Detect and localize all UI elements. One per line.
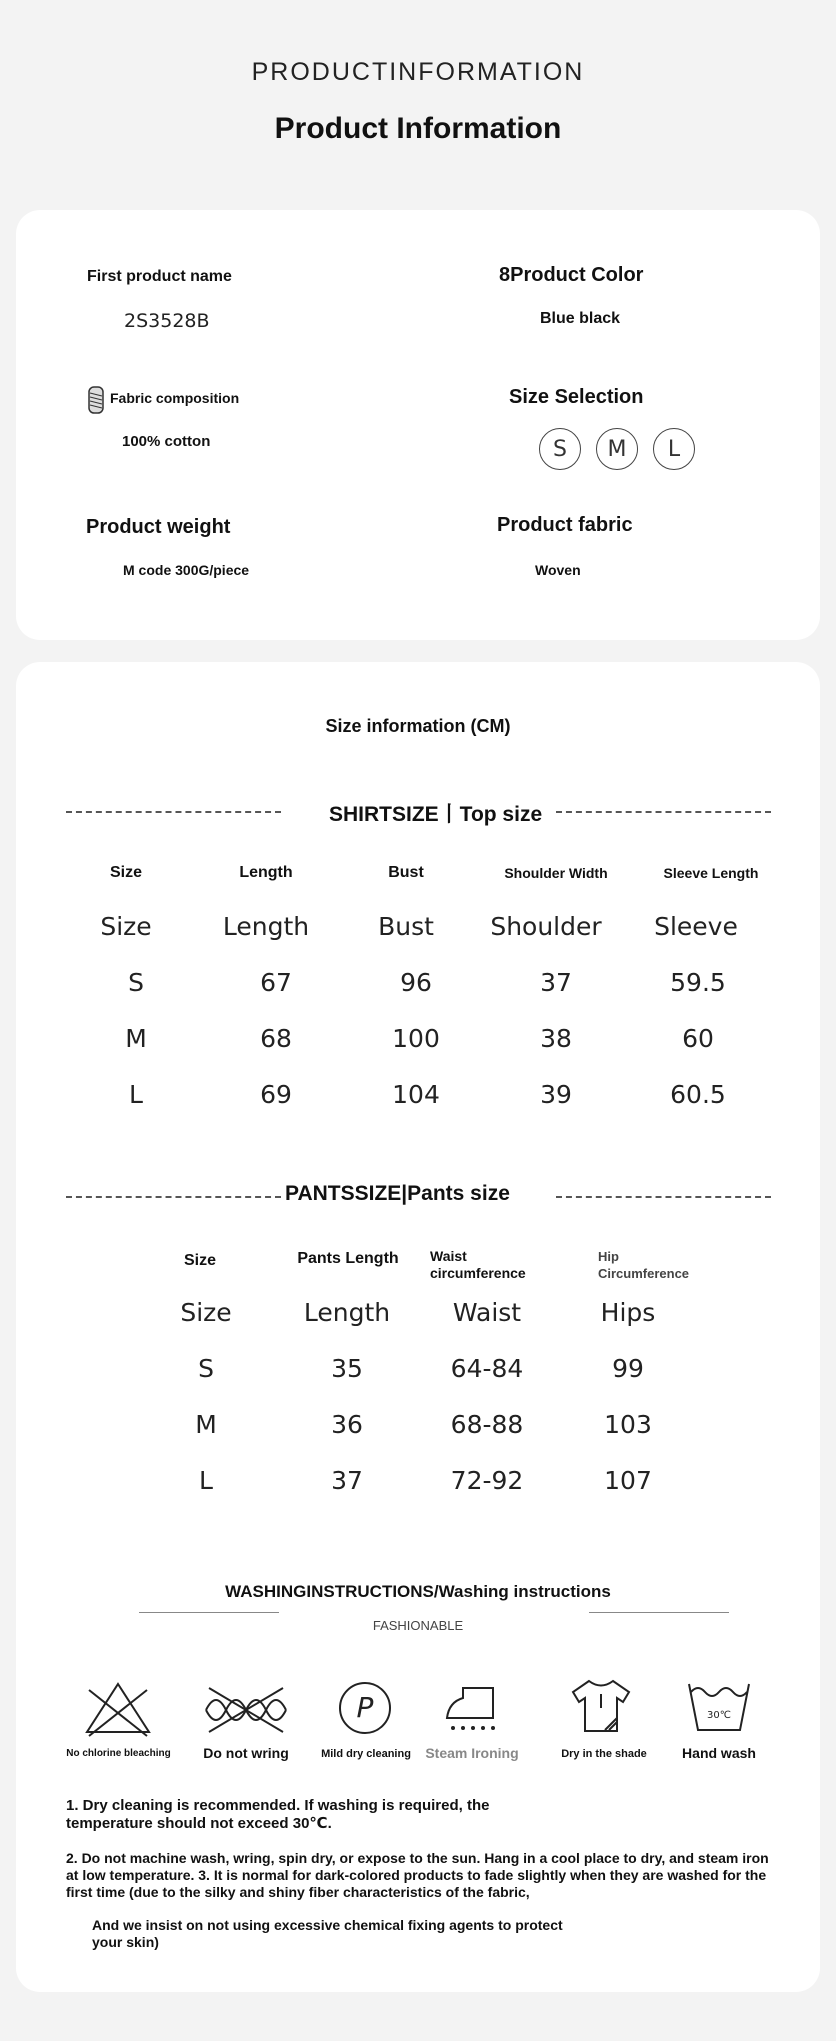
table-cell: 35 <box>331 1354 363 1383</box>
product-weight-label: Product weight <box>86 516 231 538</box>
size-option-s[interactable]: S <box>539 428 581 470</box>
table-header: Size <box>109 864 142 881</box>
table-cell: L <box>129 1080 143 1109</box>
table-cell: 69 <box>260 1080 292 1109</box>
table-cell: M <box>125 1024 147 1053</box>
table-cell: Waist <box>452 1298 522 1327</box>
english-title: PRODUCTINFORMATION <box>251 58 585 86</box>
hand-wash-icon <box>686 1678 752 1734</box>
table-cell: M <box>195 1410 217 1439</box>
washing-title: WASHINGINSTRUCTIONS/Washing instructions <box>225 1582 611 1601</box>
table-header: Hip Circumference <box>598 1249 690 1281</box>
wash-temp-label: 30℃ <box>707 1710 731 1721</box>
table-cell: S <box>128 968 144 997</box>
size-option-l[interactable]: L <box>653 428 695 470</box>
table-cell: 103 <box>604 1410 652 1439</box>
table-header: Shoulder Width <box>504 865 608 881</box>
divider-right <box>556 811 771 813</box>
table-cell: 60.5 <box>670 1080 726 1109</box>
divider-left <box>66 1196 281 1198</box>
table-cell: 67 <box>260 968 292 997</box>
size-info-card <box>16 662 820 1992</box>
size-info-title: Size information (CM) <box>325 716 511 736</box>
svg-text:P: P <box>356 1691 374 1724</box>
table-cell: 36 <box>331 1410 363 1439</box>
washing-subtitle: FASHIONABLE <box>372 1618 464 1633</box>
first-product-name-label: First product name <box>87 268 232 285</box>
table-cell: 37 <box>331 1466 363 1495</box>
product-weight-value: M code 300G/piece <box>123 562 250 578</box>
icon-label: Do not wring <box>203 1745 289 1761</box>
icon-label: Mild dry cleaning <box>321 1748 411 1760</box>
divider <box>139 1612 279 1613</box>
product-fabric-label: Product fabric <box>497 514 633 536</box>
table-cell: 68-88 <box>450 1410 524 1439</box>
table-header: Waist circumference <box>430 1248 526 1281</box>
table-cell: Shoulder <box>490 912 602 941</box>
product-color-value: Blue black <box>540 310 621 327</box>
table-cell: 68 <box>260 1024 292 1053</box>
icon-label: No chlorine bleaching <box>66 1748 171 1759</box>
first-product-name-value: 2S3528B <box>124 310 210 332</box>
table-cell: 104 <box>392 1080 440 1109</box>
table-cell: 99 <box>612 1354 644 1383</box>
divider <box>589 1612 729 1613</box>
fabric-composition-label: Fabric composition <box>110 390 240 406</box>
table-header: Size <box>183 1252 216 1269</box>
table-header: Length <box>239 864 293 881</box>
table-cell: 107 <box>604 1466 652 1495</box>
table-header: Pants Length <box>297 1250 399 1267</box>
size-selection-label: Size Selection <box>509 386 644 408</box>
table-cell: 60 <box>682 1024 714 1053</box>
page-title: Product Information <box>274 112 562 145</box>
table-cell: S <box>198 1354 214 1383</box>
table-cell: L <box>199 1466 213 1495</box>
table-cell: 72-92 <box>450 1466 524 1495</box>
product-fabric-value: Woven <box>535 562 581 578</box>
shirt-size-heading: SHIRTSIZE丨Top size <box>329 803 543 826</box>
care-note-3: And we insist on not using excessive chemical fixing agents to protect your skin) <box>92 1917 563 1950</box>
table-cell: Hips <box>600 1298 656 1327</box>
thread-spool-icon <box>88 386 104 414</box>
care-note-2: 2. Do not machine wash, wring, spin dry, or expose to the sun. Hang in a cool place to dry, and steam iron at low temperature. 3. It is normal for dark-colored products to fade slightly when they are washed for the first time (due to the silky and shiny fiber characteristics of the fabric, <box>66 1850 769 1900</box>
icon-label: Dry in the shade <box>561 1748 647 1760</box>
size-option-m[interactable]: M <box>596 428 638 470</box>
table-cell: 37 <box>540 968 572 997</box>
table-cell: Length <box>303 1298 391 1327</box>
table-cell: 64-84 <box>450 1354 524 1383</box>
table-cell: 59.5 <box>670 968 726 997</box>
table-header: Bust <box>388 864 424 881</box>
table-cell: 100 <box>392 1024 440 1053</box>
shade-dry-icon <box>569 1678 633 1734</box>
table-cell: 96 <box>400 968 432 997</box>
table-cell: Length <box>222 912 310 941</box>
iron-icon <box>441 1680 503 1738</box>
table-cell: Sleeve <box>654 912 738 941</box>
table-header: Sleeve Length <box>663 865 759 881</box>
product-color-label: 8Product Color <box>499 264 644 286</box>
table-cell: Size <box>100 912 152 941</box>
care-note-1: 1. Dry cleaning is recommended. If washing is required, the temperature should not exceed 30℃. <box>66 1797 490 1832</box>
divider-right <box>556 1196 771 1198</box>
fabric-composition-value: 100% cotton <box>122 433 211 450</box>
divider-left <box>66 811 281 813</box>
no-wring-icon <box>201 1684 291 1736</box>
table-cell: 38 <box>540 1024 572 1053</box>
table-cell: Size <box>180 1298 232 1327</box>
product-info-card <box>16 210 820 640</box>
table-cell: Bust <box>378 912 434 941</box>
table-cell: 39 <box>540 1080 572 1109</box>
no-bleach-icon <box>83 1680 153 1738</box>
dry-clean-icon <box>337 1680 393 1736</box>
icon-label: Steam Ironing <box>425 1745 519 1761</box>
pants-size-heading: PANTSSIZE|Pants size <box>285 1182 510 1205</box>
icon-label: Hand wash <box>682 1745 756 1761</box>
